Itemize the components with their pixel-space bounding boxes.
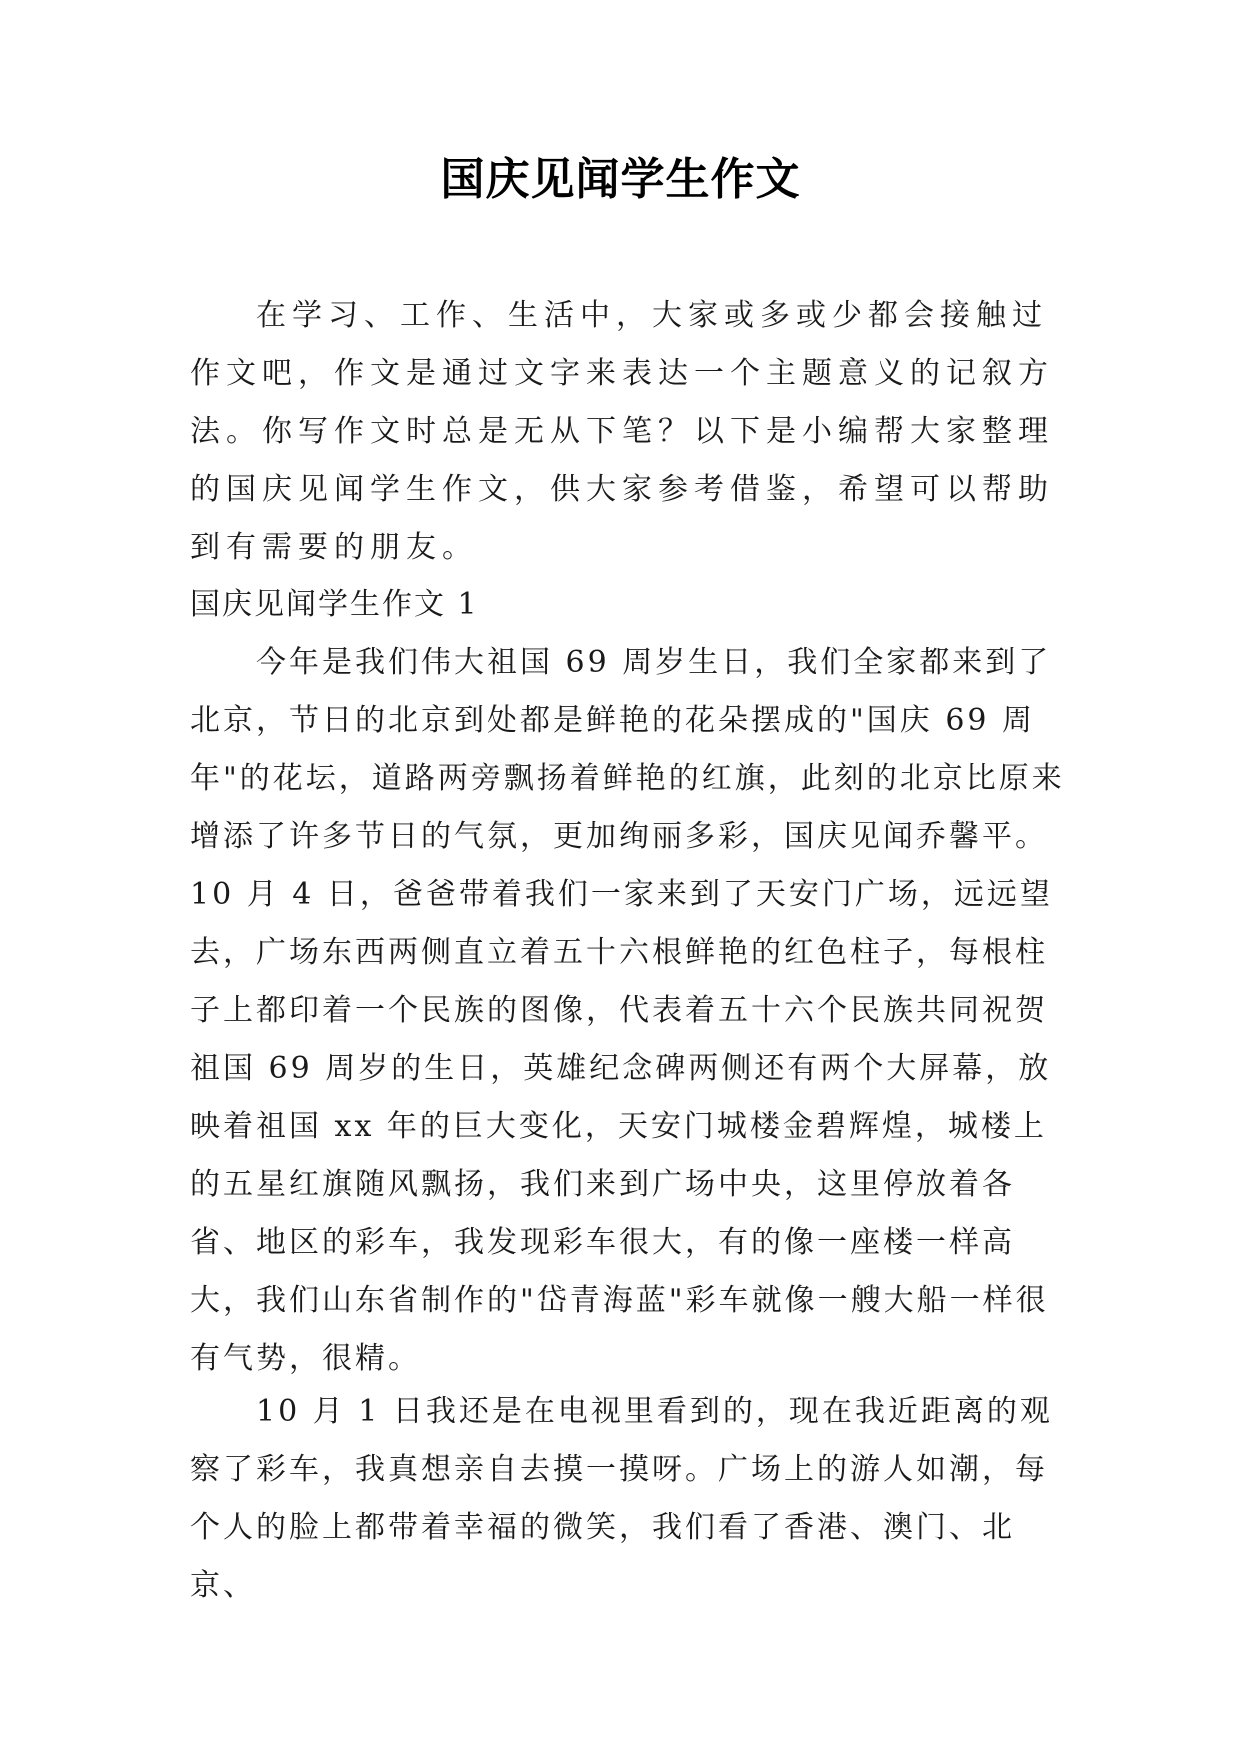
- body-paragraph: 今年是我们伟大祖国 69 周岁生日，我们全家都来到了北京，节日的北京到处都是鲜艳的花朵摆成的"国庆 69 周年"的花坛，道路两旁飘扬着鲜艳的红旗，此刻的北京比原来增添了许多节日的气氛，更加绚丽多彩，国庆见闻乔馨平。10 月 4 日，爸爸带着我们一家来到了天安门广场，远远望去，广场东西两侧直立着五十六根鲜艳的红色柱子，每根柱子上都印着一个民族的图像，代表着五十六个民族共同祝贺祖国 69 周岁的生日，英雄纪念碑两侧还有两个大屏幕，放映着祖国 xx 年的巨大变化，天安门城楼金碧辉煌，城楼上的五星红旗随风飘扬，我们来到广场中央，这里停放着各省、地区的彩车，我发现彩车很大，有的像一座楼一样高大，我们山东省制作的"岱青海蓝"彩车就像一艘大船一样很有气势，很精。: [190, 645, 1065, 1376]
- intro-paragraph: 在学习、工作、生活中，大家或多或少都会接触过作文吧，作文是通过文字来表达一个主题意义的记叙方法。你写作文时总是无从下笔？以下是小编帮大家整理的国庆见闻学生作文，供大家参考借鉴，希望可以帮助到有需要的朋友。: [190, 298, 1054, 565]
- section-heading: 国庆见闻学生作文 1: [190, 587, 479, 622]
- body-paragraph: 10 月 1 日我还是在电视里看到的，现在我近距离的观察了彩车，我真想亲自去摸一摸呀。广场上的游人如潮，每个人的脸上都带着幸福的微笑，我们看了香港、澳门、北京、: [190, 1394, 1053, 1603]
- document-title: 国庆见闻学生作文: [440, 154, 801, 205]
